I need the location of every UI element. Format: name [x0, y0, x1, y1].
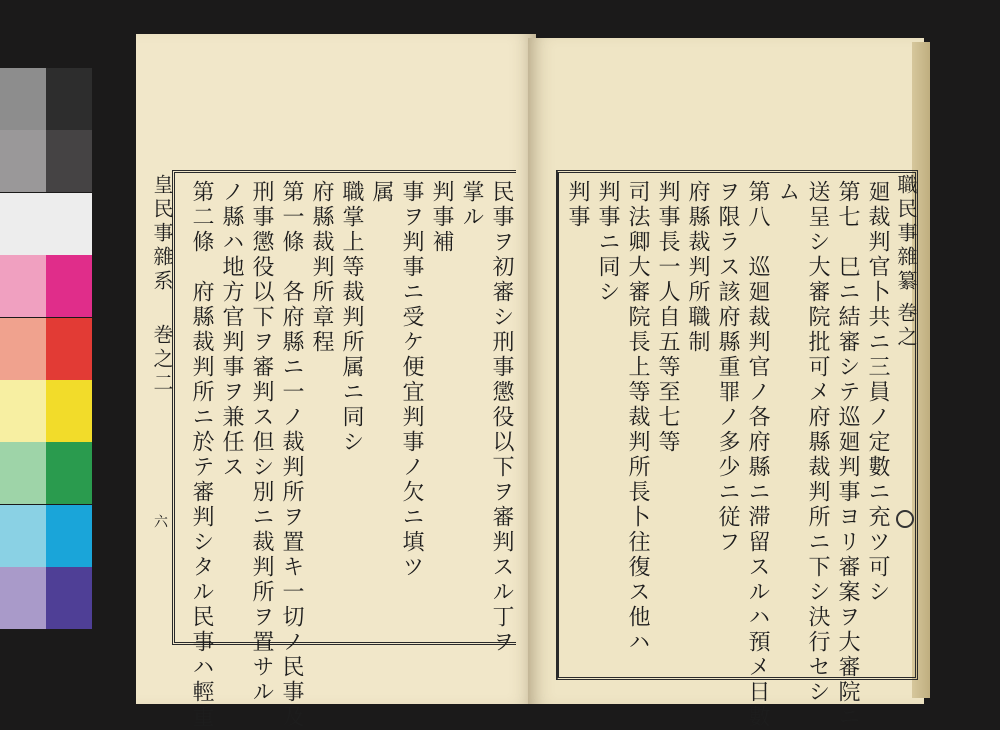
color-swatch	[46, 318, 92, 380]
text-column: 掌ル	[459, 180, 484, 230]
text-column: 第一條 各府縣ニ一ノ裁判所ヲ置キ一切ノ民事及	[279, 180, 304, 730]
left-folio: 六	[152, 514, 168, 532]
text-column: 判事長一人自五等至七等	[655, 180, 680, 455]
text-column: 府縣裁判所職制	[685, 180, 710, 355]
text-column: 判事ニ同シ	[595, 180, 620, 305]
color-swatch	[46, 130, 92, 192]
color-calibration-card	[0, 68, 92, 630]
text-column: ム	[775, 180, 800, 205]
color-swatch	[0, 255, 46, 317]
left-margin-title: 皇民事雜系	[150, 174, 174, 294]
open-book	[100, 28, 930, 730]
right-margin-title: 職民事雜纂	[894, 174, 918, 294]
text-column: 民事ヲ初審シ刑事懲役以下ヲ審判スル丁ヲ	[489, 180, 514, 655]
text-column: 廻裁判官卜共ニ三員ノ定數ニ充ツ可シ	[865, 180, 890, 605]
text-column: 属	[369, 180, 394, 205]
text-column: 第八 巡廻裁判官ノ各府縣ニ滞留スルハ預メ日數	[745, 180, 770, 730]
text-column: ノ縣ハ地方官判事ヲ兼任ス	[219, 180, 244, 480]
text-column: 司法卿大審院長上等裁判所長卜往復ス他ハ	[625, 180, 650, 655]
ornament-mark	[896, 510, 914, 528]
color-swatch	[0, 193, 46, 255]
color-swatch	[0, 567, 46, 629]
text-column: 第七 巳ニ結審シテ巡廻判事ヨリ審案ヲ大審院ニ	[835, 180, 860, 730]
color-swatch	[46, 442, 92, 504]
color-swatch	[0, 130, 46, 192]
right-margin-volume: 巻之	[894, 302, 918, 350]
text-column: 判事補	[429, 180, 454, 255]
text-column: 府縣裁判所章程	[309, 180, 334, 355]
text-column: ヲ限ラス該府縣重罪ノ多少ニ従フ	[715, 180, 740, 555]
text-column: 第二條 府縣裁判所ニ於テ審判シタル民事ハ輕重	[189, 180, 214, 730]
color-swatch	[46, 193, 92, 255]
left-margin-volume: 巻之二	[150, 324, 174, 396]
text-column: 職掌上等裁判所属ニ同シ	[339, 180, 364, 455]
color-swatch	[0, 380, 46, 442]
text-column: 送呈シ大審院批可メ府縣裁判所ニ下シ決行セシ	[805, 180, 830, 705]
color-swatch	[46, 68, 92, 130]
text-column: 判事	[565, 180, 590, 230]
color-swatch	[0, 442, 46, 504]
color-swatch	[0, 505, 46, 567]
color-swatch	[46, 505, 92, 567]
color-swatch	[46, 380, 92, 442]
color-swatch	[0, 68, 46, 130]
text-column: 刑事懲役以下ヲ審判ス但シ別ニ裁判所ヲ置サル	[249, 180, 274, 705]
color-swatch	[46, 255, 92, 317]
color-swatch	[0, 318, 46, 380]
text-column: 事ヲ判事ニ受ケ便宜判事ノ欠ニ填ツ	[399, 180, 424, 580]
color-swatch	[46, 567, 92, 629]
